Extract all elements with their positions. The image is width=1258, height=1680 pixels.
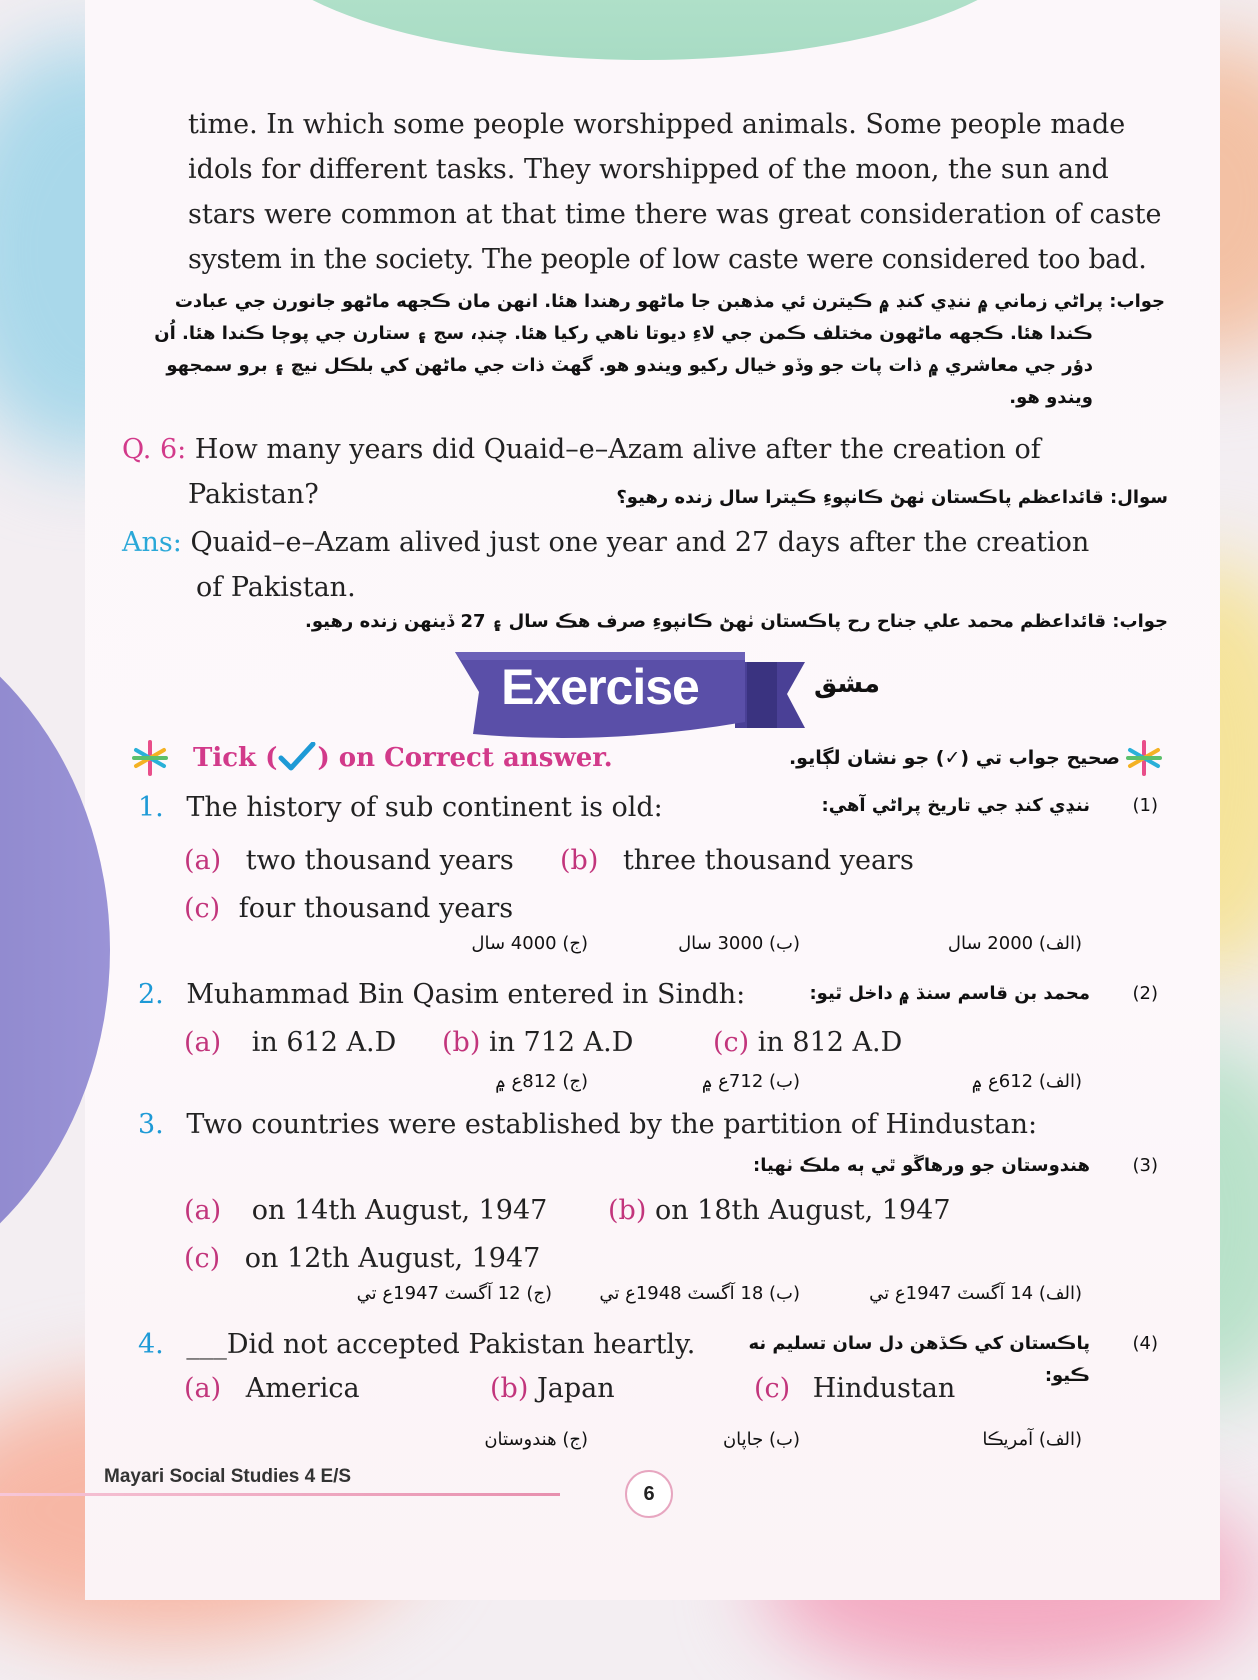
sindhi-text: پراڻي زماني ۾ ننڍي کنڊ ۾ ڪيترن ئي مذهبن جا ماڻهو رهندا هئا. انهن مان ڪجهه ماڻهو جانورن جي عبادت — [174, 291, 1103, 312]
option-text: on 14th August, 1947 — [251, 1195, 548, 1226]
option-text: Hindustan — [812, 1373, 956, 1404]
sindhi-option: (ب) جاپان — [722, 1429, 800, 1450]
question-3 — [138, 1102, 1037, 1147]
question-1-sindhi-number: (1) — [1132, 795, 1158, 816]
sindhi-answer-label: جواب: — [1112, 611, 1168, 632]
question-2-sindhi: محمد بن قاسم سنڌ ۾ داخل ٿيو: — [809, 983, 1090, 1004]
sindhi-option: (الف) آمريڪا — [982, 1429, 1082, 1450]
option-label: (a) — [184, 1373, 222, 1404]
sindhi-question-text: قائداعظم پاڪستان ٺهڻ ڪانپوءِ ڪيترا سال زنده رهيو؟ — [616, 487, 1104, 508]
question-6-line2: Pakistan? — [188, 479, 319, 510]
question-text: How many years did Quaid–e–Azam alive after the creation of — [194, 434, 1041, 465]
option-text: three thousand years — [622, 845, 914, 876]
option-label: (b) — [442, 1027, 481, 1058]
option-text: four thousand years — [238, 893, 514, 924]
footer-book-title: Mayari Social Studies 4 E/S — [104, 1466, 352, 1487]
question-number: 1. — [138, 792, 164, 823]
question-4 — [138, 1322, 695, 1367]
sindhi-answer-line: دؤر جي معاشري ۾ ذات پات جو وڏو خيال رکيو ويندو هو. گهٽ ذات جي ماڻهن کي بلڪل نيچ ۽ برو سمجهو — [166, 355, 1093, 376]
option-text: in 612 A.D — [251, 1027, 397, 1058]
question-number: 2. — [138, 979, 164, 1010]
option-text: America — [245, 1373, 360, 1404]
question-text: Two countries were established by the partition of Hindustan: — [186, 1109, 1038, 1140]
passage-line: time. In which some people worshipped animals. Some people made — [188, 109, 1126, 140]
sindhi-answer-line: ڪندا هئا. ڪجهه ماڻهون مختلف ڪمن جي لاءِ ديوتا ناهي رکيا هئا. چنڊ، سج ۽ ستارن جي پوڄا ڪندا هئا. اُن — [154, 323, 1093, 344]
sindhi-option: (ج) 12 آگسٽ 1947ع تي — [356, 1283, 552, 1304]
sindhi-option: (الف) 612ع ۾ — [971, 1071, 1082, 1092]
option-a[interactable] — [184, 838, 514, 883]
option-label: (a) — [184, 845, 222, 876]
answer-6 — [122, 520, 1172, 565]
question-text: Did not accepted Pakistan heartly. — [226, 1329, 696, 1360]
asterisk-icon — [130, 738, 170, 778]
option-label: (a) — [184, 1027, 222, 1058]
sindhi-option: (الف) 14 آگسٽ 1947ع تي — [869, 1283, 1082, 1304]
option-label: (b) — [490, 1373, 529, 1404]
passage-line: idols for different tasks. They worshipped of the moon, the sun and — [188, 154, 1109, 185]
option-a[interactable] — [184, 1188, 547, 1233]
instruction-sindhi: صحيح جواب تي (✓) جو نشان لڳايو. — [788, 747, 1120, 769]
question-3-sindhi-number: (3) — [1132, 1155, 1158, 1176]
option-c[interactable] — [184, 886, 513, 931]
question-6 — [122, 427, 1122, 472]
answer-6-line2: of Pakistan. — [196, 572, 356, 603]
option-label: (c) — [184, 893, 221, 924]
sindhi-question-label: سوال: — [1110, 487, 1168, 508]
answer-blank[interactable]: ___ — [186, 1329, 227, 1360]
sindhi-question-6 — [560, 482, 1168, 514]
option-c[interactable] — [184, 1236, 540, 1281]
sindhi-answer-6 — [270, 606, 1168, 638]
asterisk-icon — [1124, 738, 1164, 778]
option-b[interactable] — [560, 838, 914, 883]
sindhi-option: (ج) 812ع ۾ — [495, 1071, 588, 1092]
option-text: Japan — [536, 1373, 615, 1404]
answer-label: Ans: — [122, 527, 182, 558]
option-a[interactable] — [184, 1366, 360, 1411]
question-4-sindhi-number: (4) — [1132, 1333, 1158, 1354]
page-number: 6 — [625, 1470, 673, 1518]
exercise-sindhi-title: مشق — [814, 669, 880, 699]
option-label: (a) — [184, 1195, 222, 1226]
sindhi-answer-text: قائداعظم محمد علي جناح رح پاڪستان ٺهڻ ڪانپوءِ صرف هڪ سال ۽ 27 ڏينهن زنده رهيو. — [304, 611, 1106, 632]
option-a[interactable] — [184, 1020, 396, 1065]
option-c[interactable] — [713, 1020, 902, 1065]
footer-divider — [0, 1493, 560, 1496]
answer-text: Quaid–e–Azam alived just one year and 27 days after the creation — [190, 527, 1090, 558]
question-number: 4. — [138, 1329, 164, 1360]
question-3-sindhi: هندوستان جو ورهاڱو ٿي ٻه ملڪ ٺهيا: — [753, 1155, 1090, 1176]
instruction-text-end: ) on Correct answer. — [317, 743, 613, 773]
option-label: (b) — [560, 845, 599, 876]
sindhi-option: (ب) 18 آگسٽ 1948ع تي — [599, 1283, 800, 1304]
option-b[interactable] — [608, 1188, 951, 1233]
checkmark-icon — [277, 743, 317, 773]
option-text: on 12th August, 1947 — [244, 1243, 541, 1274]
option-b[interactable] — [442, 1020, 633, 1065]
option-text: two thousand years — [245, 845, 514, 876]
passage — [188, 102, 1208, 282]
question-text: Muhammad Bin Qasim entered in Sindh: — [186, 979, 746, 1010]
question-2 — [138, 972, 745, 1017]
exercise-title: Exercise — [501, 659, 699, 715]
option-label: (c) — [184, 1243, 221, 1274]
sindhi-option: (الف) 2000 سال — [947, 933, 1082, 954]
question-1-sindhi: ننڍي کنڊ جي تاريخ پراڻي آهي: — [821, 795, 1090, 816]
option-label: (b) — [608, 1195, 647, 1226]
option-text: on 18th August, 1947 — [654, 1195, 951, 1226]
sindhi-option: (ج) هندوستان — [484, 1429, 588, 1450]
option-text: in 712 A.D — [488, 1027, 634, 1058]
question-1 — [138, 785, 663, 830]
passage-line: stars were common at that time there was great consideration of caste — [188, 199, 1162, 230]
instruction — [193, 738, 613, 778]
question-label: Q. 6: — [122, 434, 187, 465]
option-text: in 812 A.D — [757, 1027, 903, 1058]
exercise-banner — [455, 648, 805, 740]
passage-line: system in the society. The people of low caste were considered too bad. — [188, 244, 1147, 275]
sindhi-answer-label: جواب: — [1109, 291, 1165, 312]
option-label: (c) — [713, 1027, 750, 1058]
sindhi-option: (ب) 712ع ۾ — [701, 1071, 800, 1092]
instruction-text-start: Tick ( — [193, 743, 278, 773]
option-c[interactable] — [754, 1366, 955, 1411]
sindhi-answer-block — [105, 286, 1165, 414]
sindhi-answer-line — [105, 286, 1165, 318]
question-number: 3. — [138, 1109, 164, 1140]
option-b[interactable] — [490, 1366, 615, 1411]
question-2-sindhi-number: (2) — [1132, 983, 1158, 1004]
sindhi-option: (ج) 4000 سال — [471, 933, 588, 954]
sindhi-answer-line: ويندو هو. — [1009, 387, 1093, 408]
sindhi-option: (ب) 3000 سال — [678, 933, 800, 954]
question-text: The history of sub continent is old: — [186, 792, 663, 823]
question-4-sindhi: پاڪستان کي ڪڏهن دل سان تسليم نه ڪيو: — [748, 1333, 1090, 1386]
option-label: (c) — [754, 1373, 791, 1404]
